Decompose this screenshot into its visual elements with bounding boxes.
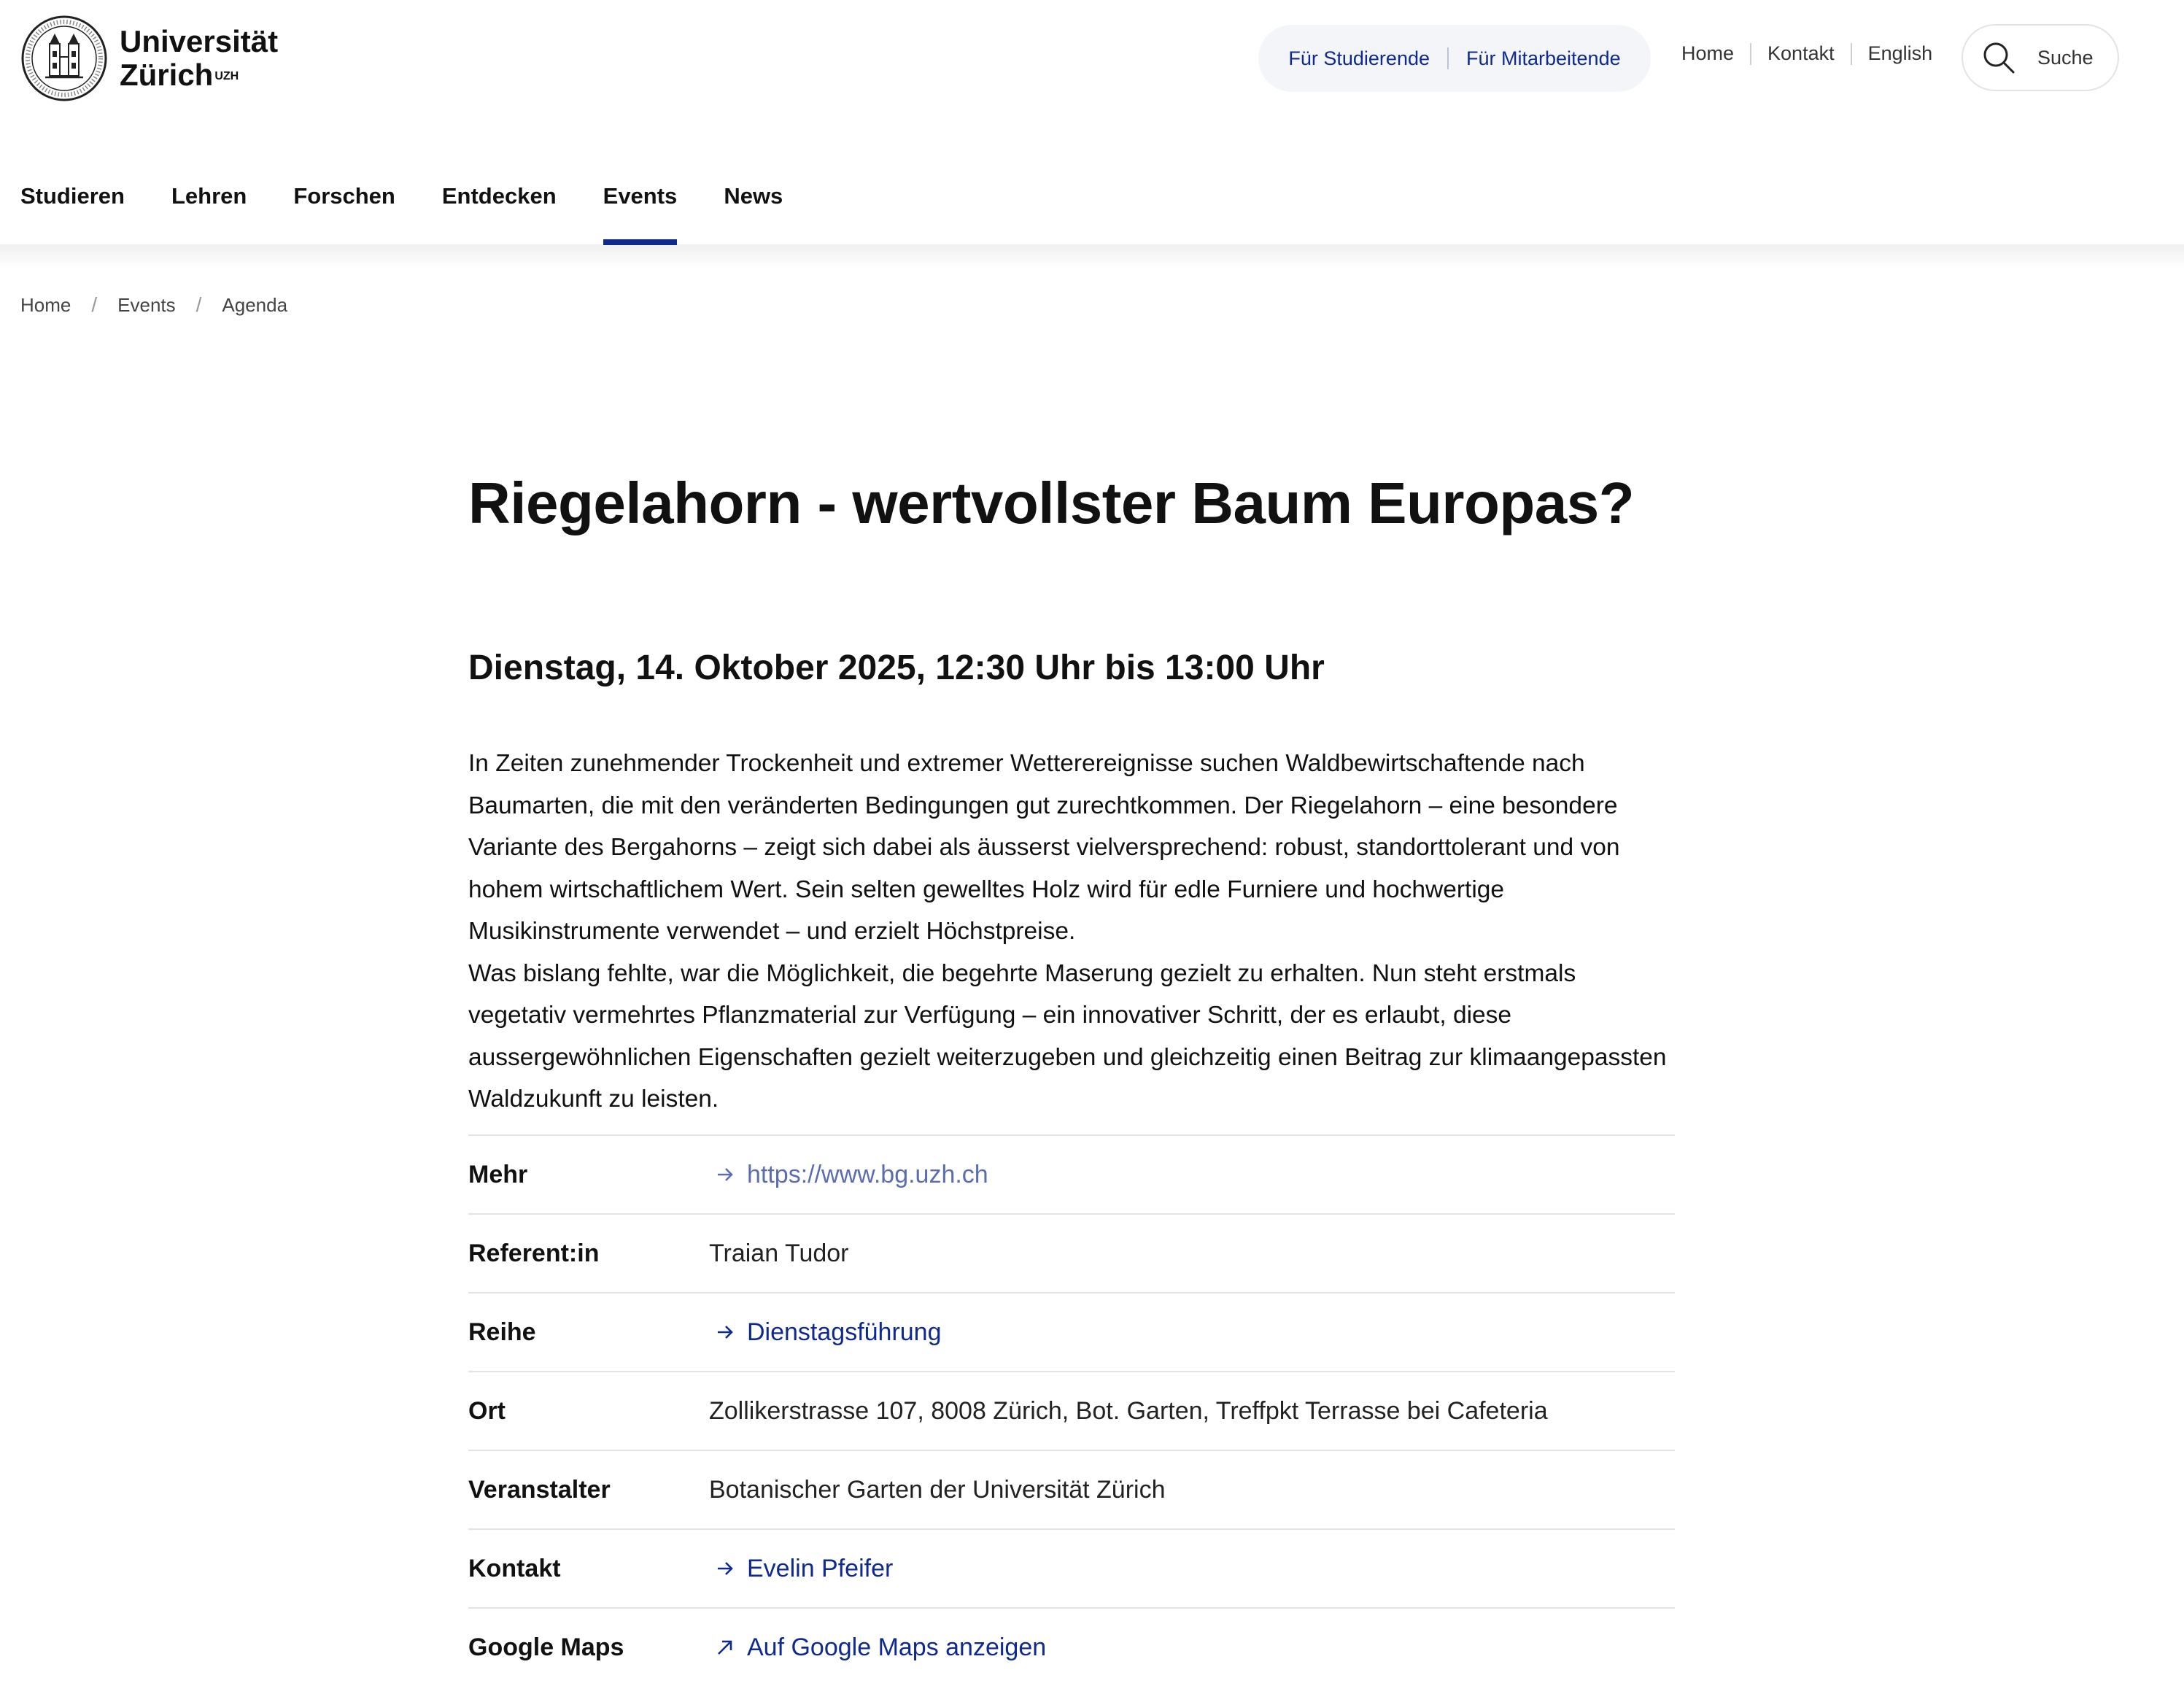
uzh-wordmark: [120, 25, 278, 92]
contact-link-text: Evelin Pfeifer: [747, 1554, 894, 1582]
search-icon: [1982, 41, 2015, 74]
series-link-text: Dienstagsführung: [747, 1318, 942, 1346]
nav-item-entdecken[interactable]: Entdecken: [441, 183, 557, 209]
meta-divider: [1750, 43, 1751, 65]
nav-item-news[interactable]: News: [724, 183, 783, 209]
description-paragraph: In Zeiten zunehmender Trockenheit und extremer Wetterereignisse suchen Waldbewirtschaftende nach Baumarten, die mit den veränderten Bedingungen gut zurechtkommen. Der Riegelahorn – eine besondere Variante des Bergahorns – zeigt sich dabei als äusserst vielversprechend: robust, standorttolerant und von hohem wirtschaftlichem Wert. Sein selten gewelltes Holz wird für edle Furniere und hochwertige Musikinstrumente verwendet – und erzielt Höchstpreise.: [468, 750, 1620, 945]
event-details-table: [468, 1134, 1675, 1686]
wordmark-sup: UZH: [214, 70, 239, 82]
detail-row-veranstalter: [468, 1451, 1675, 1530]
detail-label: Kontakt: [468, 1554, 561, 1582]
uzh-logo-link[interactable]: [20, 15, 278, 102]
detail-label: Google Maps: [468, 1633, 624, 1661]
wordmark-line1: Universität: [120, 24, 279, 58]
google-maps-link-text: Auf Google Maps anzeigen: [747, 1633, 1047, 1661]
event-description: [468, 743, 1675, 1121]
main-nav: [20, 179, 829, 213]
description-paragraph: Was bislang fehlte, war die Möglichkeit, die begehrte Maserung gezielt zu erhalten. Nun steht erstmals vegetativ vermehrtes Pflanzmaterial zur Verfügung – ein innovativer Schritt, der es erlaubt, diese aussergewöhnlichen Eigenschaften gezielt weiterzugeben und gleichzeitig einen Beitrag zur klimaangepassten Waldzukunft zu leisten.: [468, 959, 1667, 1113]
breadcrumb: [20, 293, 287, 317]
search-button[interactable]: [1962, 24, 2119, 91]
header-shadow: [0, 244, 2184, 269]
website-link-text: https://www.bg.uzh.ch: [747, 1160, 988, 1188]
meta-divider: [1851, 43, 1852, 65]
nav-item-lehren[interactable]: Lehren: [171, 183, 247, 209]
nav-item-studieren[interactable]: Studieren: [20, 183, 125, 209]
contact-link[interactable]: [713, 1555, 893, 1583]
organizer-text: Botanischer Garten der Universität Zürich: [709, 1475, 1166, 1504]
detail-row-maps: [468, 1609, 1675, 1686]
site-header: [0, 0, 2184, 244]
detail-label: Reihe: [468, 1318, 536, 1346]
search-label: Suche: [2037, 46, 2094, 69]
for-students-link[interactable]: Für Studierende: [1288, 47, 1430, 69]
arrow-right-icon: [713, 1320, 737, 1344]
detail-label: Referent:in: [468, 1239, 600, 1267]
breadcrumb-events[interactable]: Events: [117, 293, 176, 316]
detail-label: Veranstalter: [468, 1475, 611, 1504]
pill-divider: [1447, 47, 1449, 69]
detail-row-ort: [468, 1372, 1675, 1451]
nav-item-events[interactable]: Events: [603, 179, 678, 213]
audience-nav: [1258, 25, 1651, 92]
breadcrumb-agenda[interactable]: Agenda: [222, 293, 288, 316]
detail-row-referent: [468, 1215, 1675, 1293]
meta-nav: [1681, 42, 1932, 65]
meta-contact-link[interactable]: Kontakt: [1767, 42, 1835, 64]
breadcrumb-separator: /: [91, 293, 98, 316]
nav-item-forschen[interactable]: Forschen: [293, 183, 395, 209]
external-link-icon: [713, 1636, 737, 1659]
google-maps-link[interactable]: [713, 1633, 1046, 1662]
arrow-right-icon: [713, 1557, 737, 1580]
series-link[interactable]: [713, 1318, 942, 1347]
detail-row-kontakt: [468, 1530, 1675, 1609]
page-title: Riegelahorn - wertvollster Baum Europas?: [468, 471, 1635, 535]
meta-home-link[interactable]: Home: [1681, 42, 1735, 64]
breadcrumb-home[interactable]: Home: [20, 293, 71, 316]
breadcrumb-separator: /: [195, 293, 202, 316]
location-text: Zollikerstrasse 107, 8008 Zürich, Bot. Garten, Treffpkt Terrasse bei Cafeteria: [709, 1396, 1548, 1425]
uzh-seal-icon: [20, 15, 108, 102]
detail-row-mehr: [468, 1136, 1675, 1215]
wordmark-line2: Zürich: [120, 58, 214, 92]
speaker-name: Traian Tudor: [709, 1239, 849, 1267]
detail-label: Mehr: [468, 1160, 528, 1188]
event-content: [468, 467, 1675, 1661]
website-link[interactable]: [713, 1161, 988, 1189]
language-switch-link[interactable]: English: [1867, 42, 1933, 64]
for-staff-link[interactable]: Für Mitarbeitende: [1466, 47, 1621, 69]
detail-row-reihe: [468, 1293, 1675, 1372]
event-date: Dienstag, 14. Oktober 2025, 12:30 Uhr bis 13:00 Uhr: [468, 649, 1325, 687]
detail-label: Ort: [468, 1396, 506, 1425]
arrow-right-icon: [713, 1163, 737, 1186]
